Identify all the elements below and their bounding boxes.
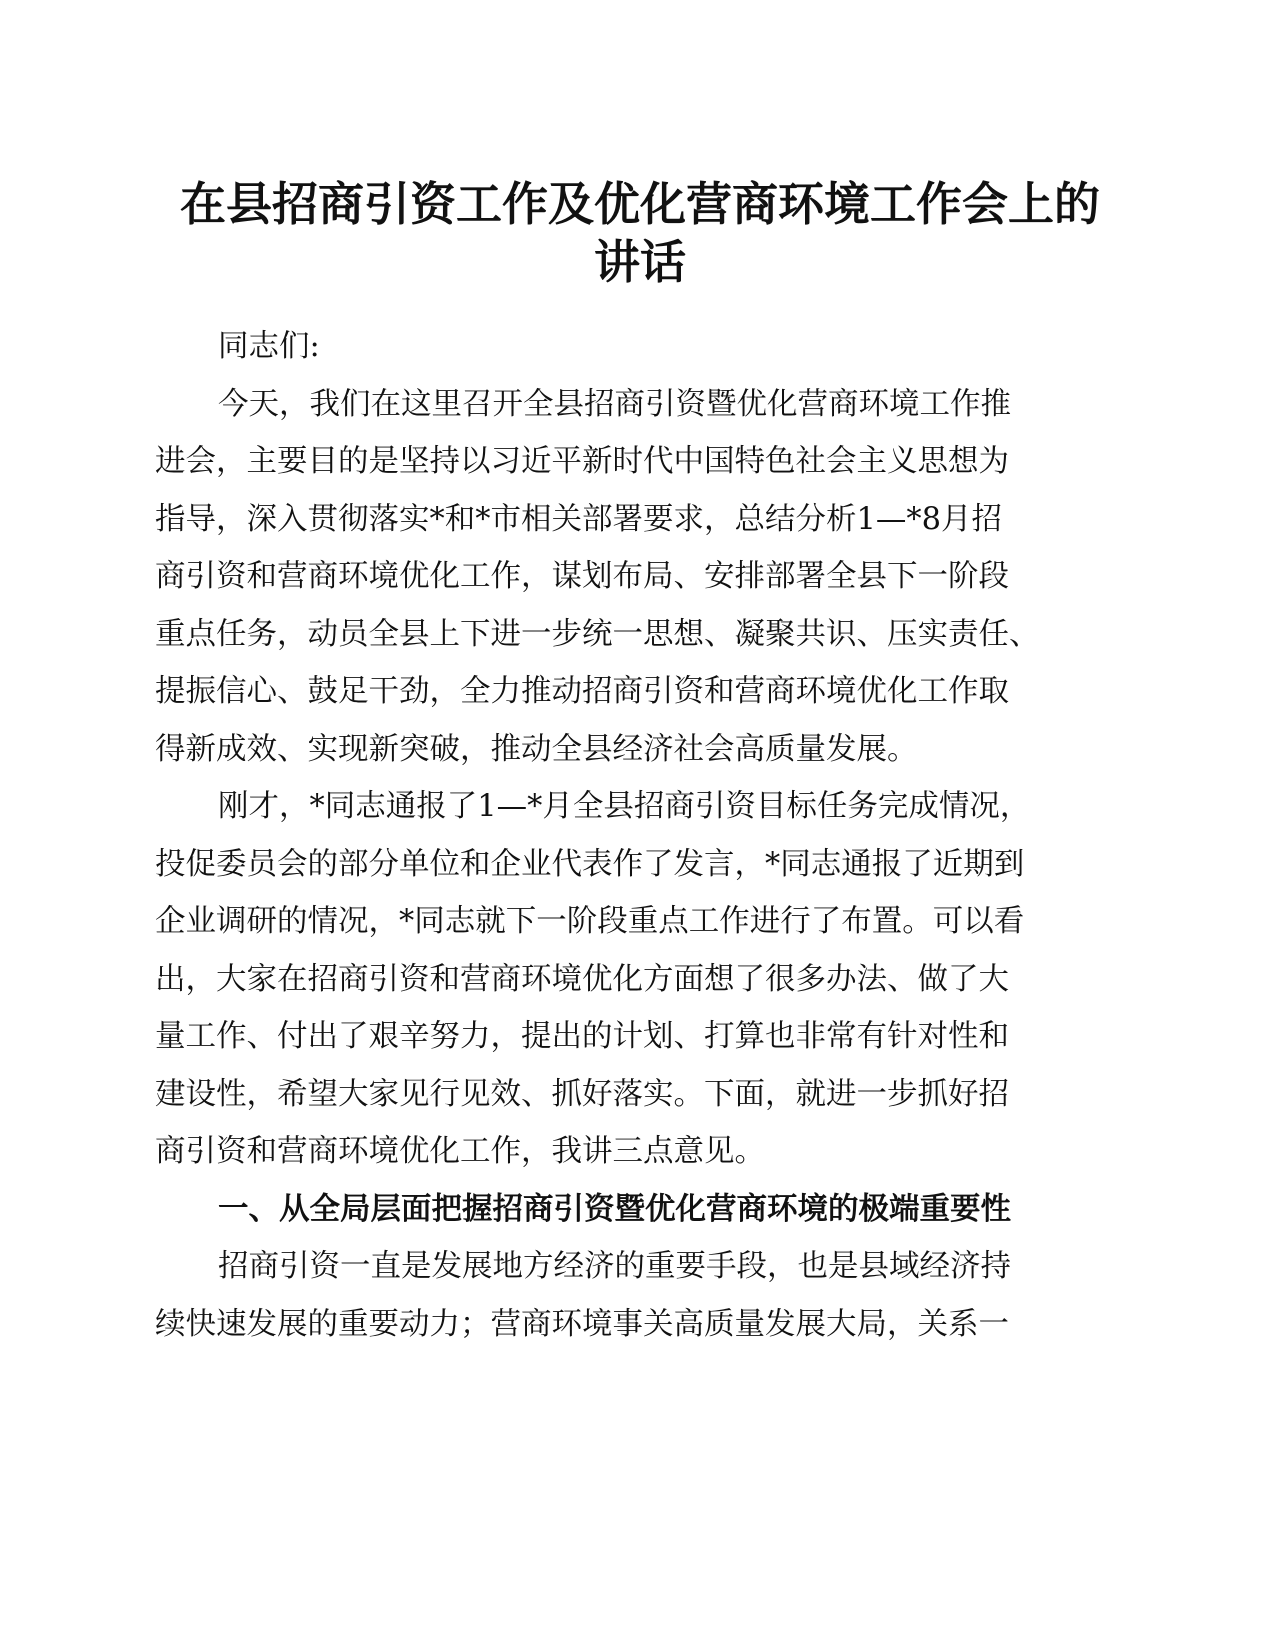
paragraph-line: 今天，我们在这里召开全县招商引资暨优化营商环境工作推 (218, 386, 1011, 422)
paragraph-line: 量工作、付出了艰辛努力，提出的计划、打算也非常有针对性和 (155, 1019, 1009, 1054)
paragraph-line: 商引资和营商环境优化工作，我讲三点意见。 (155, 1134, 765, 1169)
paragraph-opening (155, 376, 1100, 779)
paragraph-line: 建设性，希望大家见行见效、抓好落实。下面，就进一步抓好招 (155, 1076, 1009, 1112)
paragraph-line: 企业调研的情况，*同志就下一阶段重点工作进行了布置。可以看 (155, 904, 1025, 939)
paragraph-line: 进会，主要目的是坚持以习近平新时代中国特色社会主义思想为 (155, 444, 1009, 479)
paragraph-line: 得新成效、实现新突破，推动全县经济社会高质量发展。 (155, 731, 918, 767)
paragraph-line: 提振信心、鼓足干劲，全力推动招商引资和营商环境优化工作取 (155, 674, 1009, 709)
paragraph-line: 出，大家在招商引资和营商环境优化方面想了很多办法、做了大 (155, 961, 1009, 997)
paragraph-line: 指导，深入贯彻落实*和*市相关部署要求，总结分析1—*8月招 (155, 501, 1003, 537)
paragraph-review (155, 778, 1100, 1181)
paragraph-line: 招商引资一直是发展地方经济的重要手段，也是县域经济持 (218, 1249, 1011, 1284)
section-heading: 一、从全局层面把握招商引资暨优化营商环境的极端重要性 (218, 1191, 1011, 1227)
paragraph-line: 重点任务，动员全县上下进一步统一思想、凝聚共识、压实责任、 (155, 616, 1040, 652)
paragraph-line: 续快速发展的重要动力；营商环境事关高质量发展大局，关系一 (155, 1306, 1009, 1342)
document-body (155, 318, 1100, 1353)
paragraph-line: 投促委员会的部分单位和企业代表作了发言，*同志通报了近期到 (155, 846, 1025, 882)
document-title-line-1: 在县招商引资工作及优化营商环境工作会上的 (180, 177, 1100, 231)
paragraph-line: 刚才，*同志通报了1—*月全县招商引资目标任务完成情况， (218, 789, 1031, 824)
paragraph-section-one (155, 1238, 1100, 1353)
salutation: 同志们: (218, 329, 320, 364)
document-title-line-2: 讲话 (594, 235, 686, 289)
paragraph-line: 商引资和营商环境优化工作，谋划布局、安排部署全县下一阶段 (155, 559, 1009, 594)
